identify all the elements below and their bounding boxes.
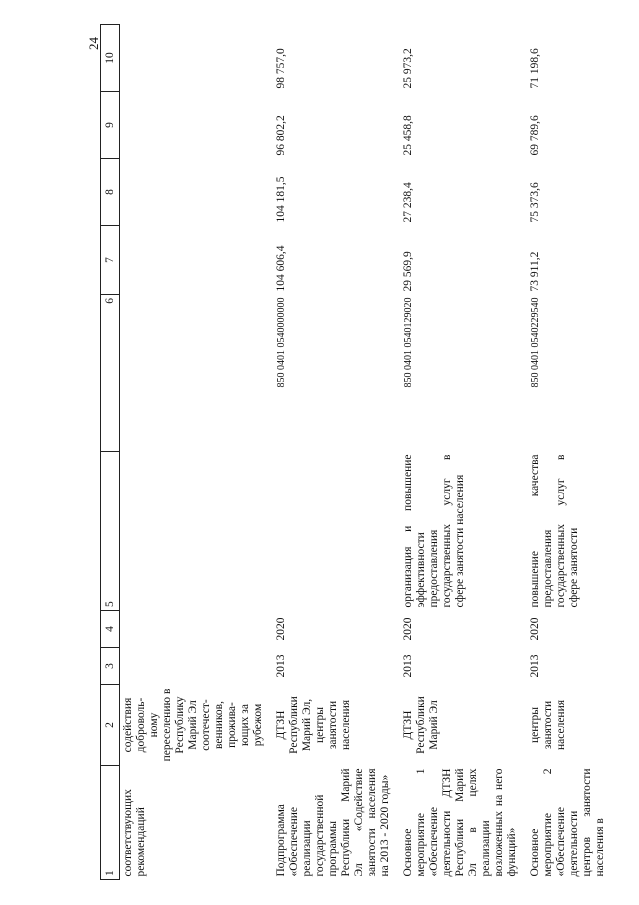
row-name: Основное мероприятие 2 «Обеспечение деятельности центров занятости населения в xyxy=(529,768,606,877)
row-result: повышение качества предоставления государственных услуг в сфере занятости xyxy=(529,454,580,608)
header-col-6: 6 xyxy=(101,295,120,452)
row-budget-code: 850 0401 0540129020 xyxy=(403,297,414,388)
row-value-8: 27 238,4 xyxy=(402,182,414,223)
row-budget-code xyxy=(120,295,268,452)
row-executor: содействия доброволь-ному переселению в Республику Марий Эл соотечест-венников, прожива-ющих за рубежом xyxy=(122,688,264,762)
header-col-3: 3 xyxy=(101,648,120,685)
row-value-9: 25 458,8 xyxy=(402,115,414,156)
program-table xyxy=(100,24,609,880)
header-col-8: 8 xyxy=(101,159,120,226)
row-executor: ДТЗН Республики Марий Эл, центры занятости населения xyxy=(275,696,352,754)
row-executor: ДТЗН Республики Марий Эл xyxy=(402,696,440,754)
row-value-9: 69 789,6 xyxy=(529,115,541,156)
row-start-year: 2013 xyxy=(529,654,541,678)
header-col-10: 10 xyxy=(101,25,120,92)
table-row xyxy=(521,25,609,880)
row-end-year: 2020 xyxy=(529,617,541,641)
header-col-5: 5 xyxy=(101,452,120,611)
header-row xyxy=(101,25,120,880)
row-start-year xyxy=(120,648,268,685)
row-value-7: 104 606,4 xyxy=(275,245,287,292)
header-col-9: 9 xyxy=(101,92,120,159)
row-value-7: 29 569,9 xyxy=(402,251,414,292)
row-value-8: 104 181,5 xyxy=(275,176,287,223)
row-value-10: 25 973,2 xyxy=(402,48,414,89)
row-value-7 xyxy=(120,226,268,295)
row-name: Основное мероприятие 1 «Обеспечение деятельности ДТЗН Республики Марий Эл в целях реализации возложенных на него функций» xyxy=(402,768,518,877)
table-row xyxy=(120,25,268,880)
row-budget-code: 850 0401 0540229540 xyxy=(530,297,541,388)
row-end-year xyxy=(120,611,268,648)
row-value-8: 75 373,6 xyxy=(529,182,541,223)
row-value-7: 73 911,2 xyxy=(529,251,541,292)
row-value-8 xyxy=(120,159,268,226)
row-result: организация и повышение эффективности предоставления государственных услуг в сфере занятости населения xyxy=(402,454,466,608)
page-number: 24 xyxy=(86,37,101,50)
row-start-year: 2013 xyxy=(275,654,287,678)
row-end-year: 2020 xyxy=(402,617,414,641)
row-value-10: 71 198,6 xyxy=(529,48,541,89)
row-end-year: 2020 xyxy=(275,617,287,641)
row-value-10 xyxy=(120,25,268,92)
row-value-9 xyxy=(120,92,268,159)
row-name: Подпрограмма «Обеспечение реализации государственной программы Республики Марий Эл «Содействие занятости населения на 2013 - 2020 годы» xyxy=(275,768,391,877)
row-budget-code: 850 0401 0540000000 xyxy=(276,297,287,388)
header-col-1: 1 xyxy=(101,766,120,880)
row-result xyxy=(267,452,394,611)
row-executor: центры занятости населения xyxy=(529,699,567,751)
row-start-year: 2013 xyxy=(402,654,414,678)
row-value-9: 96 802,2 xyxy=(275,115,287,156)
row-value-10: 98 757,0 xyxy=(275,48,287,89)
table-row xyxy=(267,25,394,880)
header-col-4: 4 xyxy=(101,611,120,648)
row-name: соответствующих рекомендаций xyxy=(122,789,147,877)
header-col-2: 2 xyxy=(101,685,120,766)
rotated-table-container xyxy=(100,45,610,880)
table-row xyxy=(394,25,521,880)
row-result xyxy=(120,452,268,611)
header-col-7: 7 xyxy=(101,226,120,295)
